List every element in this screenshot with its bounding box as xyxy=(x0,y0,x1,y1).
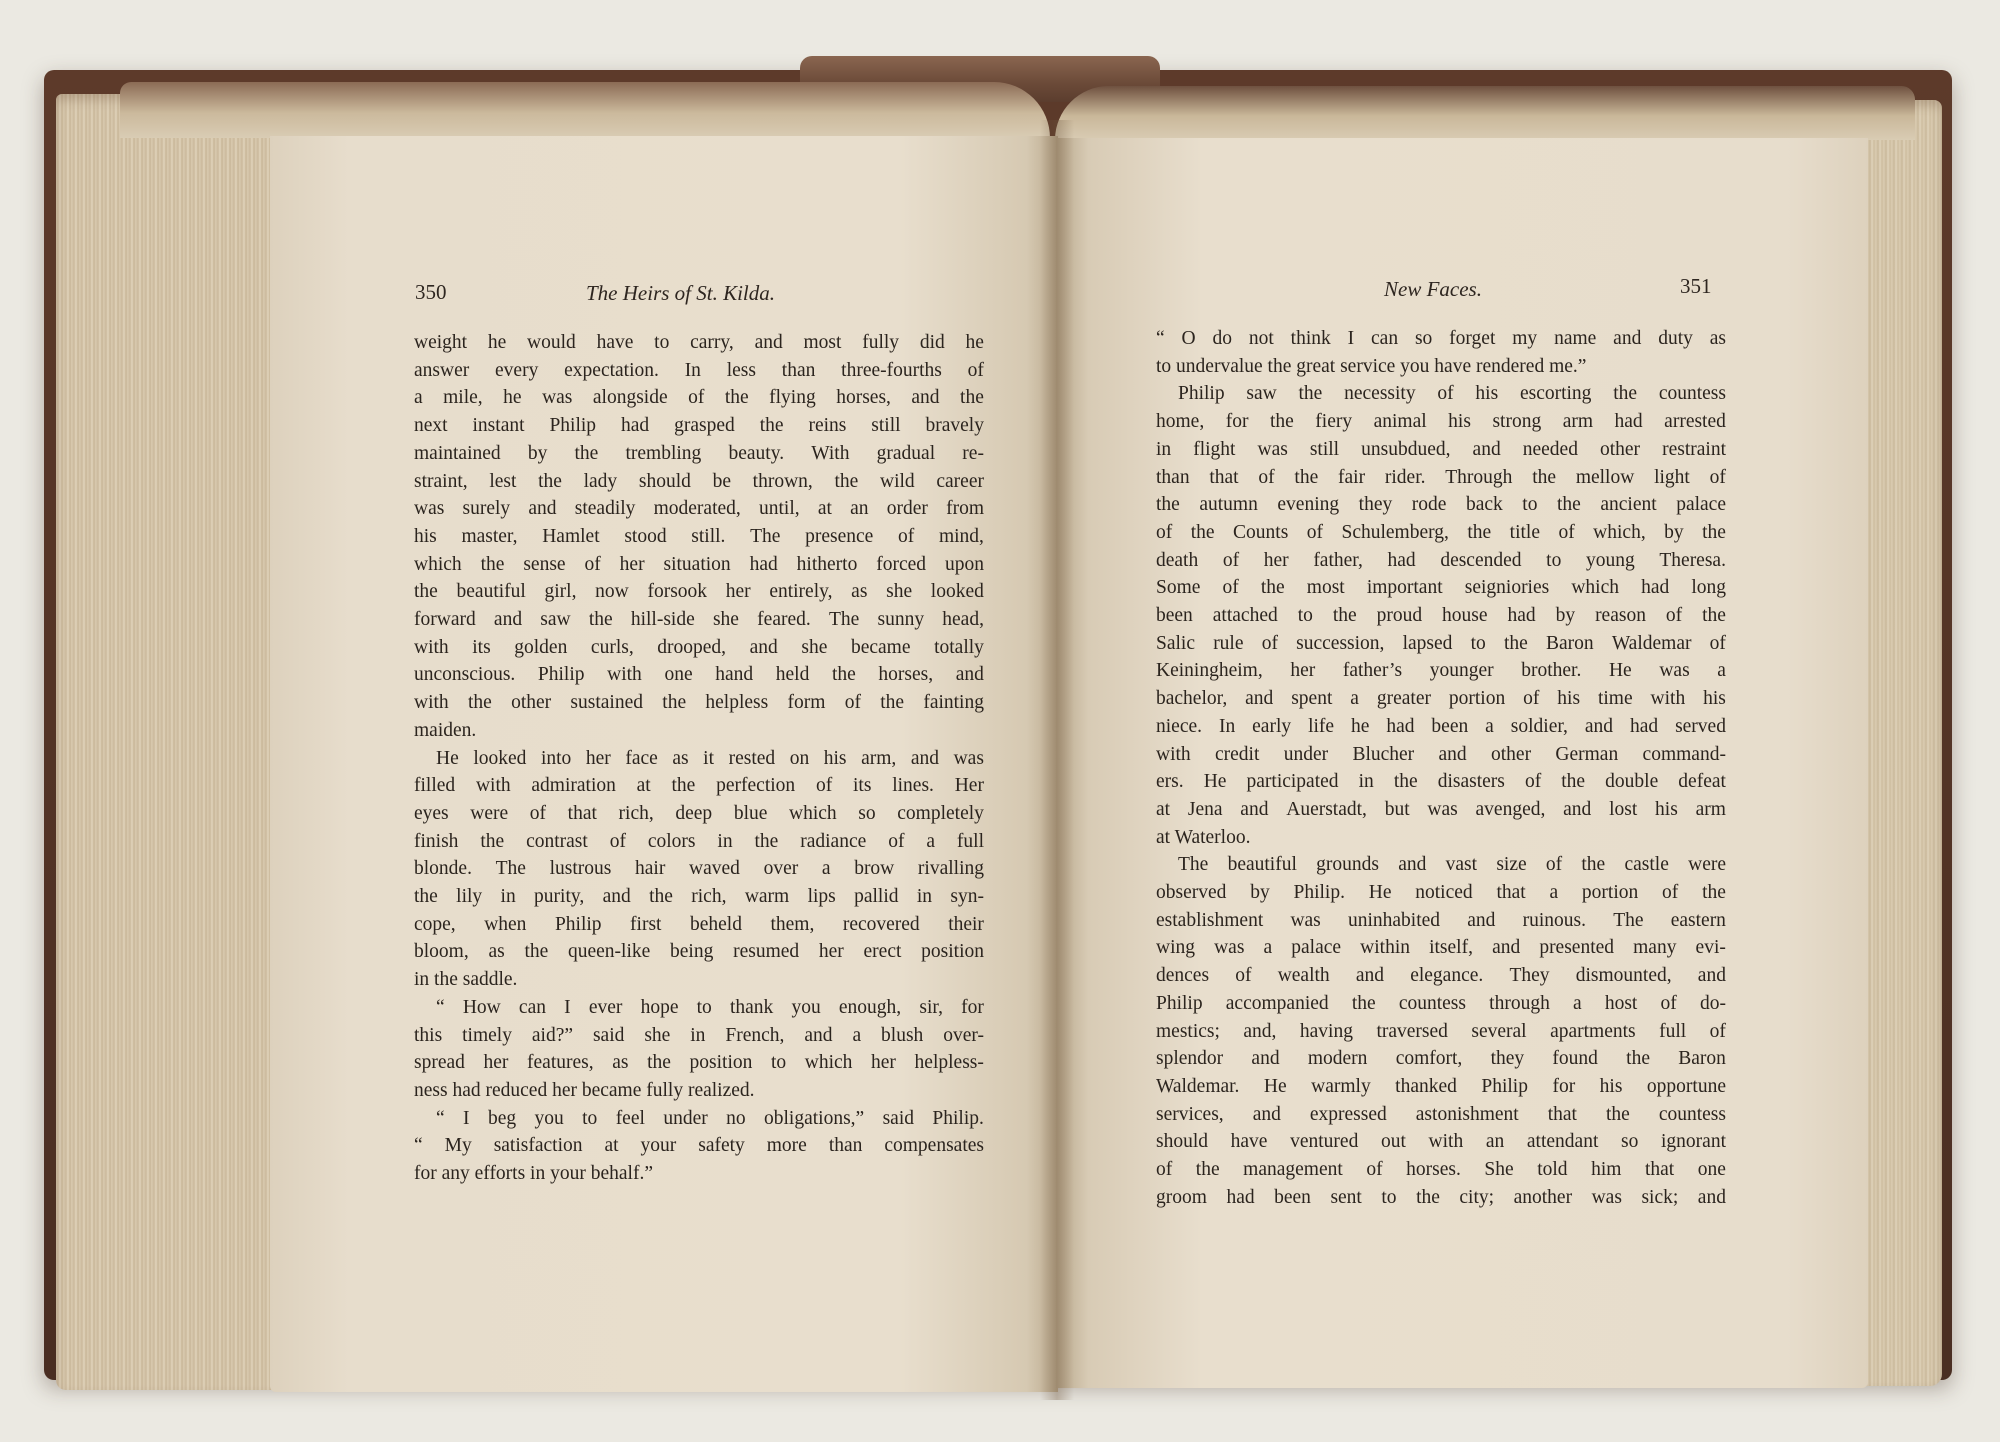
text-line: next instant Philip had grasped the reins still bravely xyxy=(414,415,984,437)
text-line: services, and expressed astonishment that the countess xyxy=(1156,1103,1726,1125)
text-line: Philip saw the necessity of his escorting the countess xyxy=(1178,383,1726,405)
text-line: answer every expectation. In less than three-fourths of xyxy=(414,359,984,381)
left-running-head: The Heirs of St. Kilda. xyxy=(586,281,776,305)
text-line: been attached to the proud house had by reason of the xyxy=(1156,605,1726,626)
text-line: ness had reduced her became fully realized. xyxy=(414,1079,755,1101)
text-line: “ O do not think I can so forget my name and duty as xyxy=(1156,328,1726,349)
text-line: “ My satisfaction at your safety more than compensates xyxy=(414,1135,984,1157)
text-line: maintained by the trembling beauty. With gradual re- xyxy=(414,442,984,464)
text-line: straint, lest the lady should be thrown, the wild career xyxy=(414,470,984,492)
text-line: establishment was uninhabited and ruinous. The eastern xyxy=(1156,909,1726,931)
text-line: the beautiful girl, now forsook her entirely, as she looked xyxy=(414,581,984,603)
text-line: at Waterloo. xyxy=(1156,826,1251,848)
text-line: of the Counts of Schulemberg, the title of which, by the xyxy=(1156,521,1726,543)
left-page-number: 350 xyxy=(415,280,447,304)
text-line: finish the contrast of colors in the radiance of a full xyxy=(414,830,984,852)
text-line: unconscious. Philip with one hand held the horses, and xyxy=(414,664,984,686)
text-line: filled with admiration at the perfection of its lines. Her xyxy=(414,775,984,797)
text-line: splendor and modern comfort, they found the Baron xyxy=(1156,1048,1726,1070)
text-line: observed by Philip. He noticed that a portion of the xyxy=(1156,882,1726,903)
text-line: with the other sustained the helpless form of the fainting xyxy=(414,692,984,714)
text-line: wing was a palace within itself, and presented many evi- xyxy=(1156,937,1726,959)
text-line: maiden. xyxy=(414,719,477,741)
text-line: the autumn evening they rode back to the ancient palace xyxy=(1156,494,1726,516)
text-line: ers. He participated in the disasters of the double defeat xyxy=(1156,771,1726,793)
text-line: in flight was still unsubdued, and needed other restraint xyxy=(1156,438,1726,460)
text-line: Salic rule of succession, lapsed to the Baron Waldemar of xyxy=(1156,632,1726,654)
text-line: groom had been sent to the city; another was sick; and xyxy=(1156,1186,1726,1208)
text-line: with credit under Blucher and other German command- xyxy=(1156,743,1726,765)
text-line: to undervalue the great service you have rendered me.” xyxy=(1156,355,1587,377)
text-line: weight he would have to carry, and most fully did he xyxy=(414,332,984,353)
text-line: the lily in purity, and the rich, warm lips pallid in syn- xyxy=(414,886,984,907)
text-line: home, for the fiery animal his strong arm had arrested xyxy=(1156,411,1726,433)
text-line: forward and saw the hill-side she feared. The sunny head, xyxy=(414,609,984,630)
text-line: bloom, as the queen-like being resumed her erect position xyxy=(414,941,984,963)
text-line: Keiningheim, her father’s younger brother. He was a xyxy=(1156,660,1726,682)
text-line: bachelor, and spent a greater portion of his time with his xyxy=(1156,688,1726,710)
text-line: mestics; and, having traversed several apartments full of xyxy=(1156,1020,1726,1042)
page-curl-right xyxy=(1055,86,1915,140)
text-line: “ I beg you to feel under no obligations,” said Philip. xyxy=(436,1107,984,1129)
text-line: death of her father, had descended to young Theresa. xyxy=(1156,549,1726,571)
text-line: Waldemar. He warmly thanked Philip for his opportune xyxy=(1156,1075,1726,1097)
text-line: at Jena and Auerstadt, but was avenged, and lost his arm xyxy=(1156,798,1726,820)
text-line: “ How can I ever hope to thank you enough, sir, for xyxy=(436,996,984,1018)
text-line: eyes were of that rich, deep blue which so completely xyxy=(414,802,984,824)
right-running-head: New Faces. xyxy=(1384,277,1482,301)
page-curl-left xyxy=(120,82,1050,138)
page-edges-left xyxy=(56,94,286,1390)
book-gutter xyxy=(1040,120,1074,1400)
text-line: niece. In early life he had been a soldier, and had served xyxy=(1156,715,1726,737)
text-line: of the management of horses. She told him that one xyxy=(1156,1159,1726,1180)
text-line: a mile, he was alongside of the flying horses, and the xyxy=(414,387,984,409)
text-line: this timely aid?” said she in French, and a blush over- xyxy=(414,1024,984,1046)
text-line: should have ventured out with an attendant so ignorant xyxy=(1156,1131,1726,1153)
text-line: than that of the fair rider. Through the mellow light of xyxy=(1156,466,1726,488)
text-line: Philip accompanied the countess through a host of do- xyxy=(1156,992,1726,1014)
text-line: The beautiful grounds and vast size of the castle were xyxy=(1178,854,1726,876)
page-edges-right xyxy=(1860,100,1942,1386)
text-line: in the saddle. xyxy=(414,969,518,991)
right-page-number: 351 xyxy=(1680,274,1712,298)
text-line: dences of wealth and elegance. They dismounted, and xyxy=(1156,965,1726,987)
text-line: blonde. The lustrous hair waved over a brow rivalling xyxy=(414,858,984,880)
text-line: was surely and steadily moderated, until, at an order from xyxy=(414,498,984,520)
text-line: his master, Hamlet stood still. The presence of mind, xyxy=(414,525,984,547)
text-line: He looked into her face as it rested on his arm, and was xyxy=(436,747,984,769)
text-line: with its golden curls, drooped, and she became totally xyxy=(414,636,984,658)
text-line: cope, when Philip first beheld them, recovered their xyxy=(414,913,984,935)
text-line: which the sense of her situation had hitherto forced upon xyxy=(414,553,984,575)
text-line: Some of the most important seigniories which had long xyxy=(1156,577,1726,599)
text-line: spread her features, as the position to which her helpless- xyxy=(414,1052,984,1074)
text-line: for any efforts in your behalf.” xyxy=(414,1163,653,1184)
